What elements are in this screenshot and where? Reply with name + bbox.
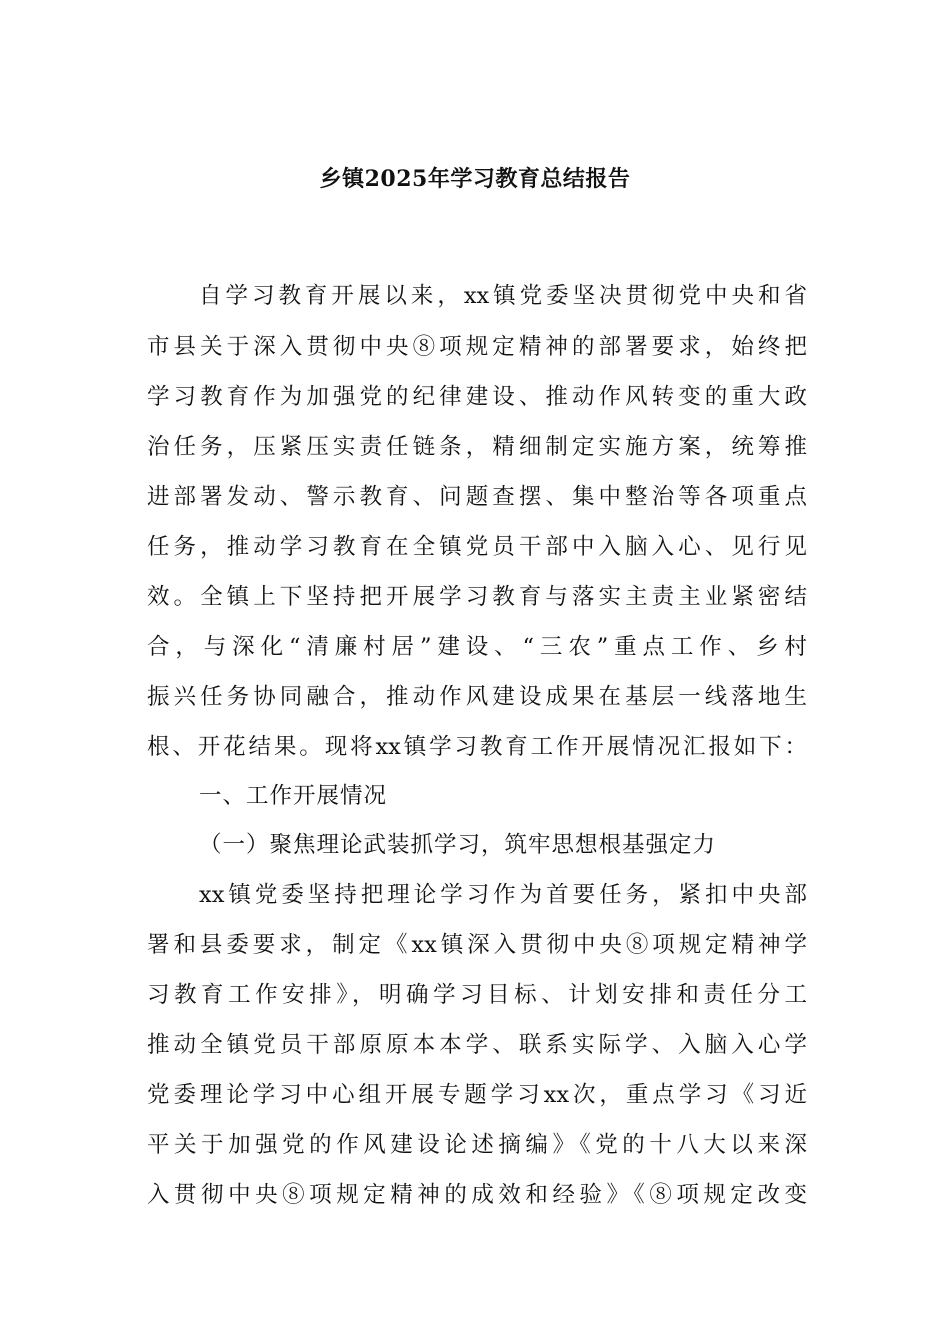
paragraph-line: 习教育工作安排》，明确学习目标、计划安排和责任分工 xyxy=(147,982,807,1008)
paragraph-line: 治任务，压紧压实责任链条，精细制定实施方案，统筹推 xyxy=(147,434,807,460)
paragraph-line: 学习教育作为加强党的纪律建设、推动作风转变的重大政 xyxy=(147,384,807,410)
paragraph-line: 入贯彻中央⑧项规定精神的成效和经验》《⑧项规定改变 xyxy=(147,1182,807,1208)
paragraph-line: 任务，推动学习教育在全镇党员干部中入脑入心、见行见 xyxy=(147,534,807,560)
paragraph-line: 振兴任务协同融合，推动作风建设成果在基层一线落地生 xyxy=(147,684,807,710)
paragraph-line: 效。全镇上下坚持把开展学习教育与落实主责主业紧密结 xyxy=(147,584,807,610)
paragraph-line: 署和县委要求，制定《xx镇深入贯彻中央⑧项规定精神学 xyxy=(147,932,807,958)
subsection-heading: （一）聚焦理论武装抓学习，筑牢思想根基强定力 xyxy=(199,832,717,858)
paragraph-line: 合，与深化“清廉村居”建设、“三农”重点工作、乡村 xyxy=(147,634,807,660)
paragraph-line: 平关于加强党的作风建设论述摘编》《党的十八大以来深 xyxy=(147,1132,807,1158)
section-heading: 一、工作开展情况 xyxy=(199,783,388,809)
paragraph-line: 市县关于深入贯彻中央⑧项规定精神的部署要求，始终把 xyxy=(147,334,807,360)
paragraph-line: 推动全镇党员干部原原本本学、联系实际学、入脑入心学 xyxy=(147,1032,807,1058)
paragraph-line: xx镇党委坚持把理论学习作为首要任务，紧扣中央部 xyxy=(199,882,807,908)
document-title: 乡镇2025年学习教育总结报告 xyxy=(319,166,631,192)
paragraph-line: 自学习教育开展以来，xx镇党委坚决贯彻党中央和省 xyxy=(199,283,807,309)
paragraph-line: 党委理论学习中心组开展专题学习xx次，重点学习《习近 xyxy=(147,1082,807,1108)
paragraph-line: 根、开花结果。现将xx镇学习教育工作开展情况汇报如下： xyxy=(147,734,807,760)
paragraph-line: 进部署发动、警示教育、问题查摆、集中整治等各项重点 xyxy=(147,484,807,510)
